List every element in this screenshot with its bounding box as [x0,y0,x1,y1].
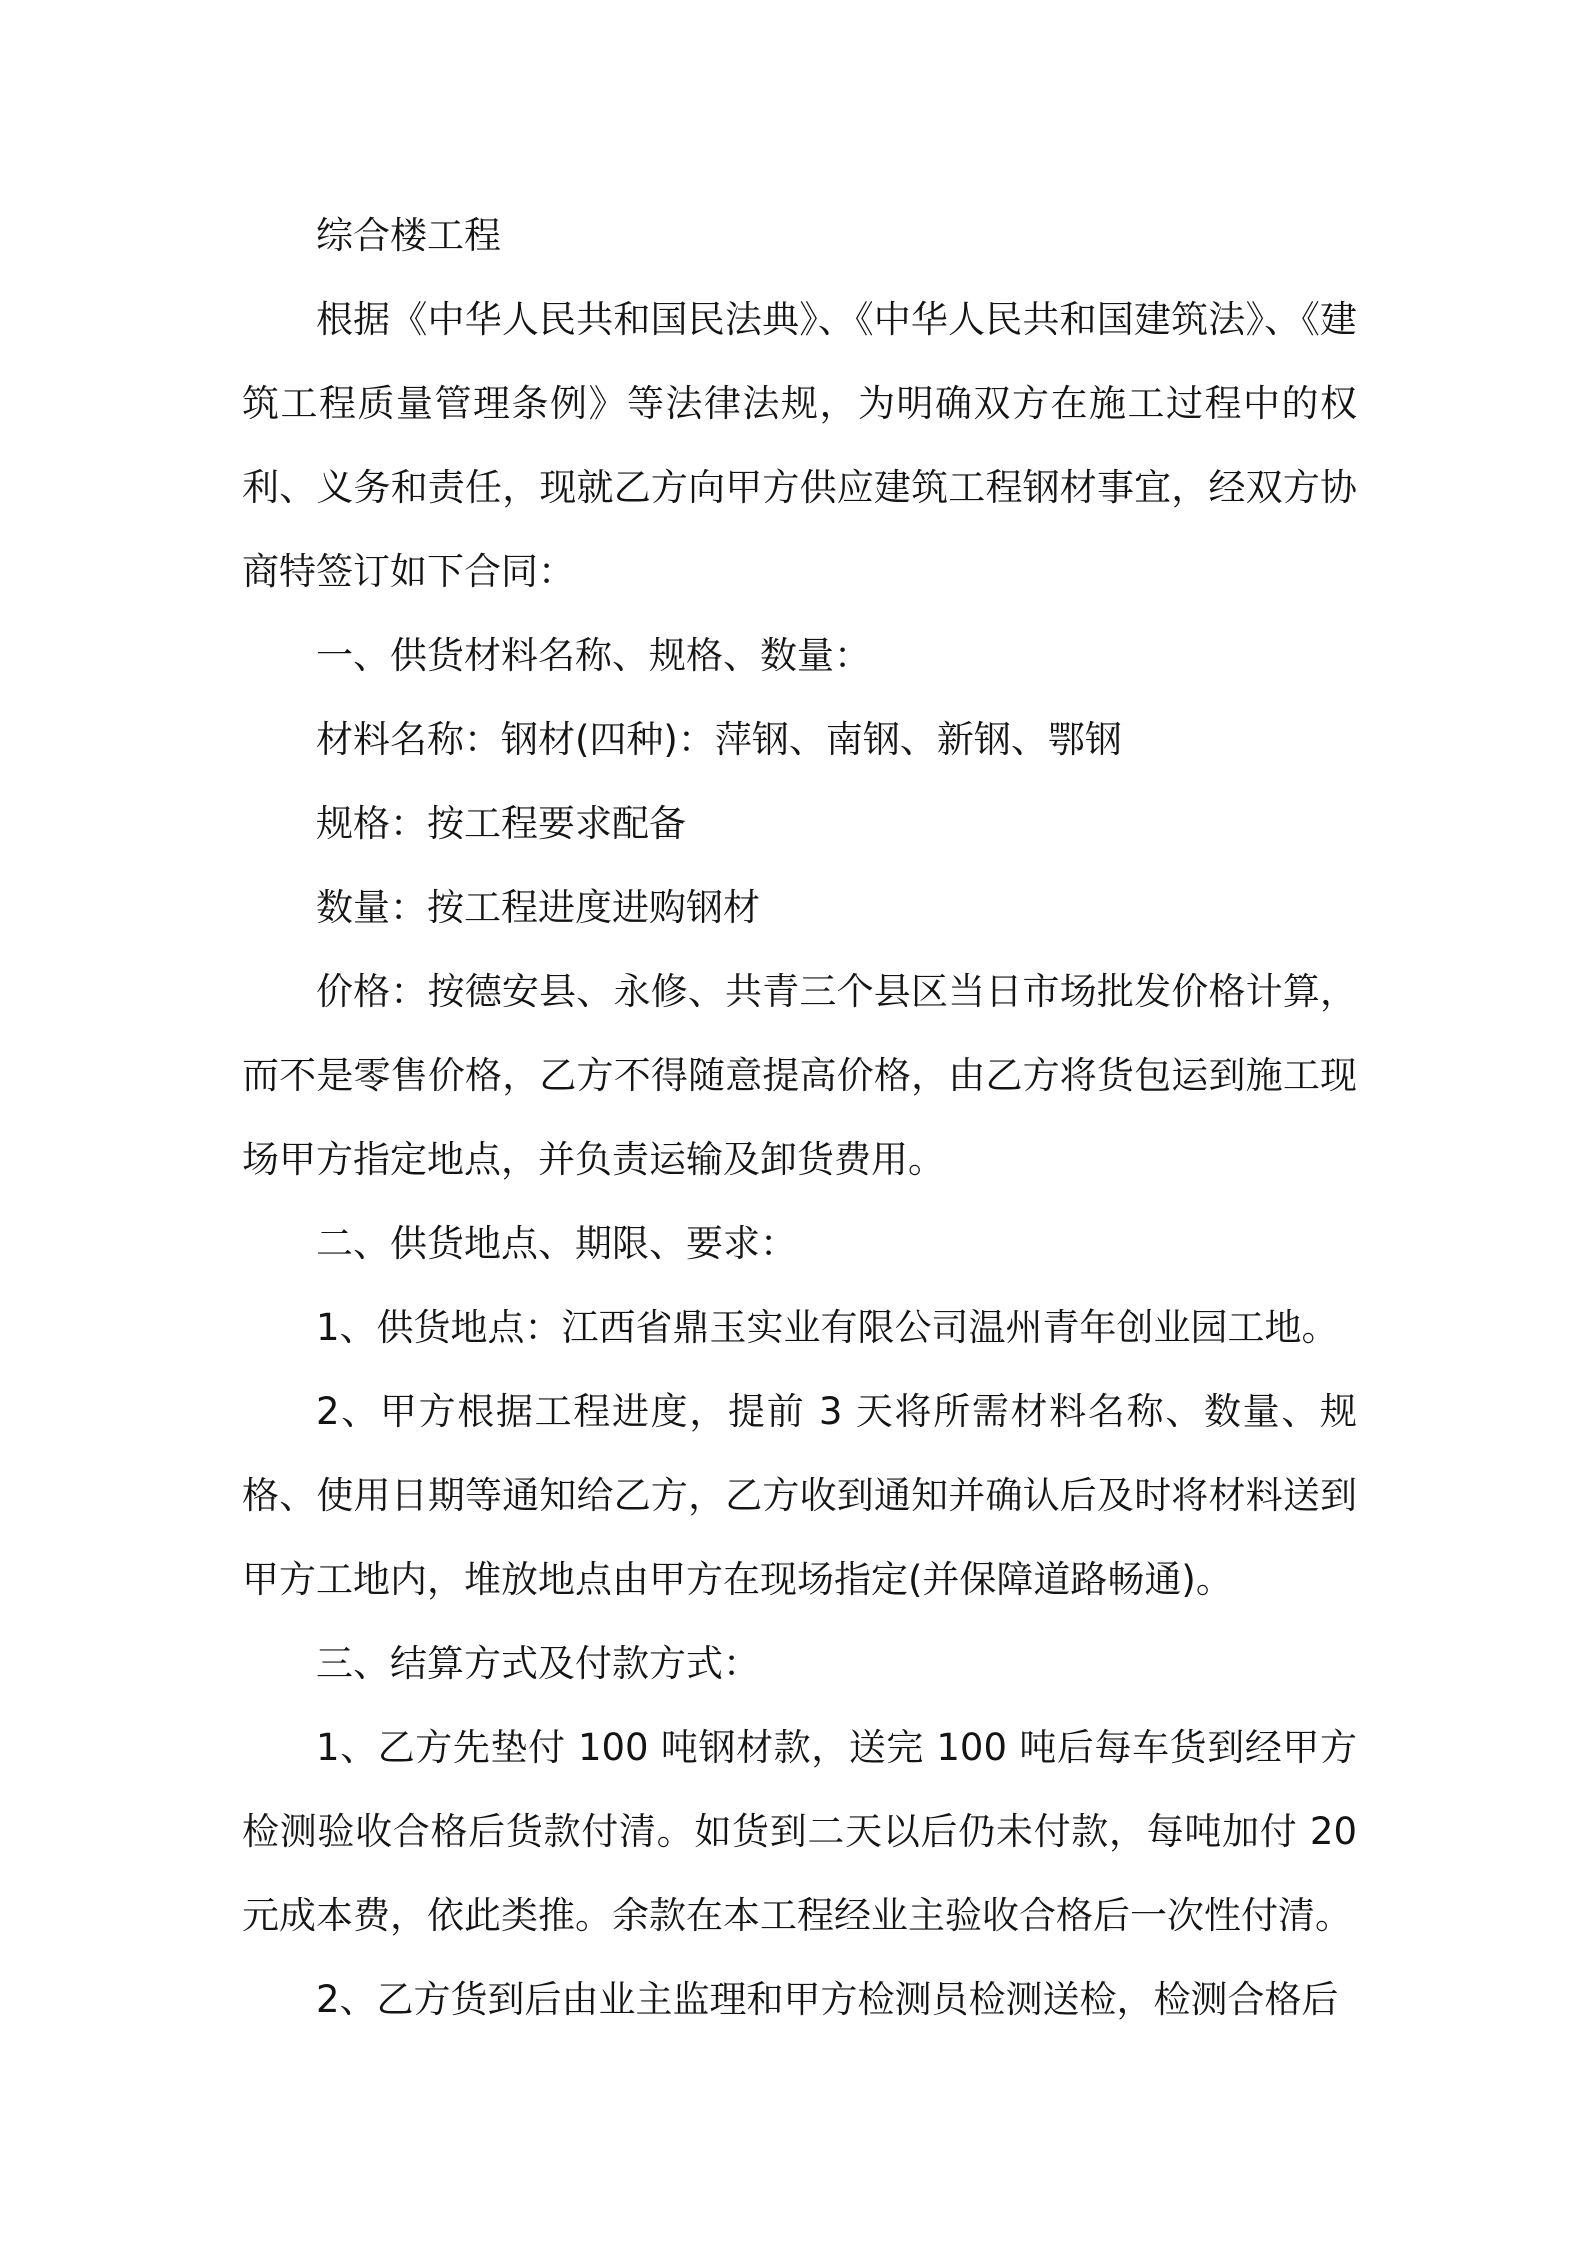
project-title: 综合楼工程 [316,214,501,257]
material-name-line: 材料名称：钢材(四种)：萍钢、南钢、新钢、鄂钢 [316,718,1122,761]
section-heading-supply-materials: 一、供货材料名称、规格、数量： [316,634,871,677]
quantity-line: 数量：按工程进度进购钢材 [316,886,760,929]
section-heading-settlement: 三、结算方式及付款方式： [316,1642,760,1685]
contract-preamble: 根据《中华人民共和国民法典》、《中华人民共和国建筑法》、《建筑工程质量管理条例》等法律法规，为明确双方在施工过程中的权利、义务和责任，现就乙方向甲方供应建筑工程钢材事宜，经双方协商特签订如下合同： [242,298,1357,593]
specification-line: 规格：按工程要求配备 [316,802,686,845]
delivery-location-item: 1、供货地点：江西省鼎玉实业有限公司温州青年创业园工地。 [316,1306,1339,1349]
settlement-item-1: 1、乙方先垫付 100 吨钢材款，送完 100 吨后每车货到经甲方检测验收合格后货款付清。如货到二天以后仍未付款，每吨加付 20 元成本费，依此类推。余款在本工程经业主验收合格后一次性付清。 [242,1726,1357,1937]
price-paragraph: 价格：按德安县、永修、共青三个县区当日市场批发价格计算，而不是零售价格，乙方不得随意提高价格，由乙方将货包运到施工现场甲方指定地点，并负责运输及卸货费用。 [242,970,1357,1181]
delivery-notice-item: 2、甲方根据工程进度，提前 3 天将所需材料名称、数量、规格、使用日期等通知给乙方，乙方收到通知并确认后及时将材料送到甲方工地内，堆放地点由甲方在现场指定(并保障道路畅通)。 [242,1390,1357,1601]
settlement-item-2: 2、乙方货到后由业主监理和甲方检测员检测送检，检测合格后 [316,1978,1339,2021]
section-heading-delivery: 二、供货地点、期限、要求： [316,1222,797,1265]
document-body [242,194,1357,2042]
